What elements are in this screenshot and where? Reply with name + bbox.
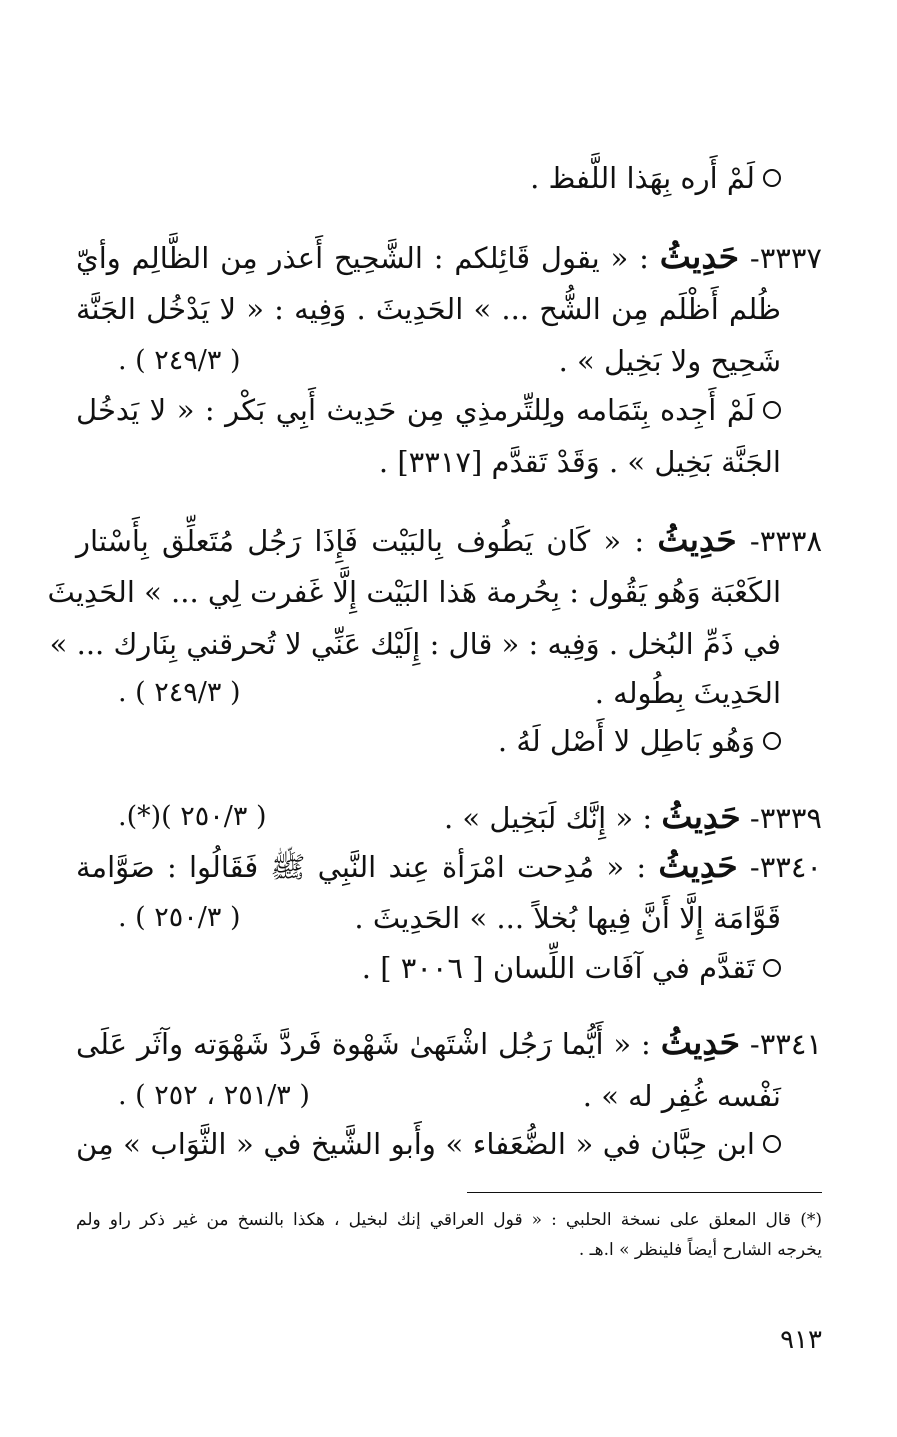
entry-3338-ref: ( ٢٤٩/٣ ) . <box>118 677 241 708</box>
entry-3338-line-3: في ذَمِّ البُخل . وَفِيه : « قال : إِلَيْك عَنِّي لا تُحرقني بِنَارك ... » <box>49 627 781 661</box>
entry-3341-note-line-1: ابن حِبَّان في « الضُّعَفاء » وأَبو الشَّيخ في « الثَّوَاب » مِن <box>76 1118 781 1170</box>
entry-number: ٣٣٣٧- <box>749 241 823 275</box>
note-circle-icon <box>763 169 781 187</box>
entry-term: حَدِيثُ <box>658 846 738 885</box>
entry-3337-line-1: ٣٣٣٧- حَدِيثُ : « يقول قَائِلكم : الشَّحِيح أَعذر مِن الظَّالِم وأيّ <box>76 237 823 276</box>
entry-3337-ref: ( ٢٤٩/٣ ) . <box>118 345 241 376</box>
entry-3338-line-2: الكَعْبَة وَهُو يَقُول : بِحُرمة هَذا البَيْت إِلَّا غَفرت لِي ... » الحَدِيثَ <box>47 575 781 609</box>
note-circle-icon <box>763 959 781 977</box>
page-number: ٩١٣ <box>780 1325 822 1355</box>
entry-3341-ref: ( ٢٥١/٣ ، ٢٥٢ ) . <box>118 1080 310 1111</box>
entry-term: حَدِيثُ <box>657 520 737 559</box>
entry-3337-line-3: شَحِيح ولا بَخِيل » . <box>558 344 781 378</box>
entry-term: حَدِيثُ <box>661 797 741 836</box>
entry-number: ٣٣٤٠- <box>749 850 822 884</box>
footnote-line-2: يخرجه الشارح أيضاً فلينظر » ا.هـ . <box>578 1240 822 1260</box>
entry-3340-line-1: ٣٣٤٠- حَدِيثُ : « مُدِحت امْرَأة عِند النَّبِي ﷺ فَقَالُوا : صَوَّامة <box>76 846 822 885</box>
note-circle-icon <box>763 401 781 419</box>
entry-number: ٣٣٤١- <box>749 1027 823 1061</box>
entry-3340-line-2: قَوَّامَة إِلَّا أَنَّ فِيها بُخلاً ... » الحَدِيثَ . <box>354 901 781 935</box>
entry-term: حَدِيثُ <box>659 237 740 276</box>
entry-3337-line-2: ظُلم أَظْلَم مِن الشُّح ... » الحَدِيثَ . وَفِيه : « لا يَدْخُل الجَنَّة <box>76 292 781 326</box>
entry-3339-ref: ( ٢٥٠/٣ )(*). <box>118 801 267 832</box>
entry-number: ٣٣٣٨- <box>749 524 823 558</box>
intro-note: لَمْ أَره بِهَذا اللَّفظ . <box>76 152 781 204</box>
entry-term: حَدِيثُ <box>660 1023 741 1062</box>
footnote-line-1: (*) قال المعلق على نسخة الحلبي : « قول العراقي إنك لبخيل ، هكذا بالنسخ من غير ذكر راو ولم <box>76 1210 822 1230</box>
entry-3338-note-line-1: وَهُو بَاطِل لا أَصْل لَهُ . <box>76 715 781 767</box>
entry-3340-ref: ( ٢٥٠/٣ ) . <box>118 902 241 933</box>
note-circle-icon <box>763 1135 781 1153</box>
footnote-divider <box>467 1192 822 1193</box>
entry-3341-line-1: ٣٣٤١- حَدِيثُ : « أَيُّما رَجُل اشْتَهىٰ شَهْوة فَردَّ شَهْوَته وآثَر عَلَى <box>76 1023 823 1062</box>
entry-3337-note-line-2: الجَنَّة بَخِيل » . وَقَدْ تَقدَّم [٣٣١٧] . <box>378 445 781 479</box>
entry-3341-line-2: نَفْسه غُفِر له » . <box>582 1079 781 1113</box>
note-circle-icon <box>763 732 781 750</box>
entry-3338-line-1: ٣٣٣٨- حَدِيثُ : « كَان يَطُوف بِالبَيْت فَإِذَا رَجُل مُتَعلِّق بِأَسْتار <box>76 520 823 559</box>
entry-3339-line-1: ٣٣٣٩- حَدِيثُ : « إِنَّك لَبَخِيل » . <box>443 797 822 836</box>
entry-3338-line-4: الحَدِيثَ بِطُوله . <box>594 676 781 710</box>
entry-3340-note-line-1: تَقدَّم في آفَات اللِّسان [ ٣٠٠٦ ] . <box>76 942 781 994</box>
entry-number: ٣٣٣٩- <box>749 801 822 835</box>
entry-3337-note-line-1: لَمْ أَجِده بِتَمَامه ولِلتِّرمذِي مِن حَدِيث أَبِي بَكْر : « لا يَدخُل <box>76 384 781 436</box>
